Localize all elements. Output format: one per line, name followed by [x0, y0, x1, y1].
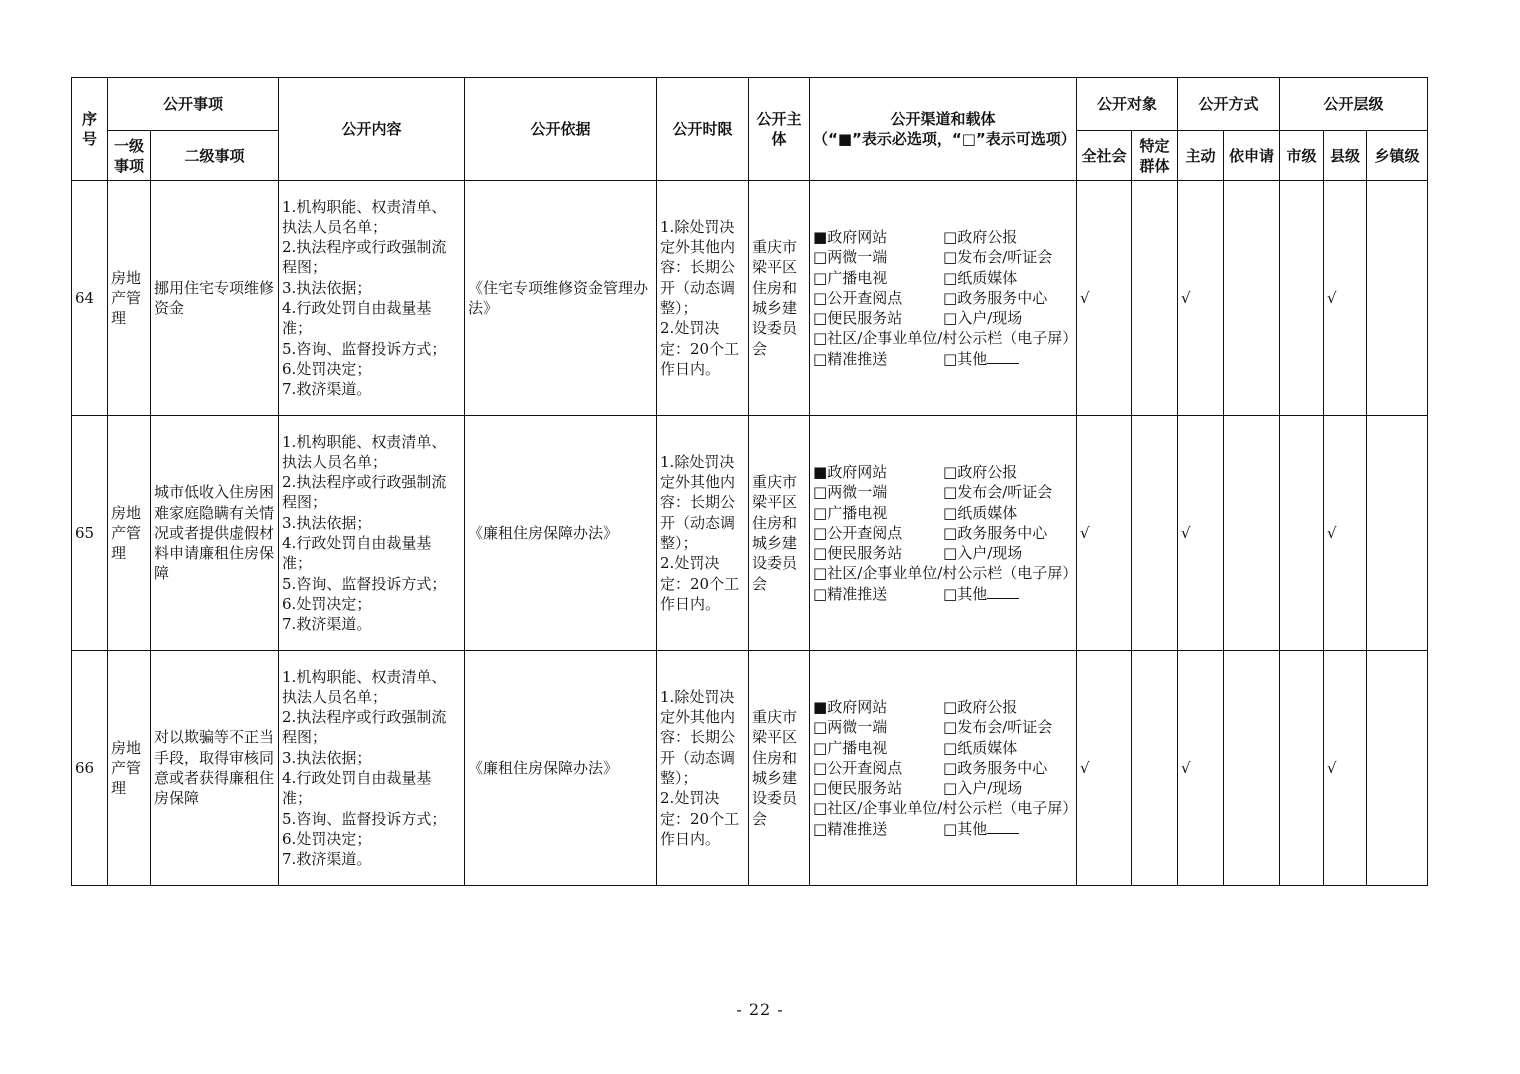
table-row — [72, 181, 1428, 416]
content-item: 6.处罚决定； — [282, 359, 372, 378]
check-level-town — [1367, 651, 1428, 886]
check-level-city — [1280, 416, 1324, 651]
check-level-town — [1367, 181, 1428, 416]
header-seq: 序号 — [72, 78, 108, 181]
check-level-county: √ — [1324, 181, 1367, 416]
header-level-city: 市级 — [1280, 131, 1324, 181]
check-level-city — [1280, 651, 1324, 886]
row-channels — [810, 181, 1077, 416]
channel-option: □纸质媒体 — [943, 503, 1018, 522]
table-row — [72, 651, 1428, 886]
channel-option: □入户/现场 — [943, 779, 1023, 798]
check-method-active: √ — [1178, 416, 1224, 651]
check-target-all: √ — [1077, 416, 1132, 651]
channel-option: ■政府网站 — [813, 697, 888, 716]
channel-option: □政务服务中心 — [943, 758, 1048, 777]
time-limit-item: 2.处罚决定：20个工作日内。 — [660, 319, 740, 378]
content-item: 7.救济渠道。 — [282, 850, 372, 869]
row-content — [279, 181, 465, 416]
blank-line — [987, 819, 1019, 834]
content-item: 2.执法程序或行政强制流程图； — [282, 473, 447, 512]
header-matter: 公开事项 — [108, 78, 279, 131]
row-basis: 《住宅专项维修资金管理办法》 — [465, 181, 657, 416]
header-target: 公开对象 — [1077, 78, 1178, 131]
header-target-all: 全社会 — [1077, 131, 1132, 181]
row-subject: 重庆市梁平区住房和城乡建设委员会 — [749, 416, 810, 651]
time-limit-item: 1.除处罚决定外其他内容：长期公开（动态调整）； — [660, 452, 736, 552]
header-level1: 一级事项 — [108, 131, 151, 181]
channel-option: □社区/企事业单位/村公示栏（电子屏） — [813, 329, 1078, 348]
header-method-apply: 依申请 — [1224, 131, 1280, 181]
channel-option: ■政府网站 — [813, 227, 888, 246]
channel-other-label: □其他 — [943, 819, 988, 838]
row-seq: 64 — [72, 181, 108, 416]
channel-option: □政务服务中心 — [943, 523, 1048, 542]
row-level2: 城市低收入住房困难家庭隐瞒有关情况或者提供虚假材料申请廉租住房保障 — [151, 416, 279, 651]
blank-line — [987, 349, 1019, 364]
row-channels — [810, 416, 1077, 651]
channel-option: □纸质媒体 — [943, 268, 1018, 287]
header-channel — [810, 78, 1077, 181]
header-level-county: 县级 — [1324, 131, 1367, 181]
channel-option: □公开查阅点 — [813, 523, 903, 542]
row-level1: 房地产管理 — [108, 181, 151, 416]
header-time-limit: 公开时限 — [657, 78, 749, 181]
blank-line — [987, 584, 1019, 599]
channel-option: □发布会/听证会 — [943, 248, 1053, 267]
row-level2: 对以欺骗等不正当手段，取得审核同意或者获得廉租住房保障 — [151, 651, 279, 886]
disclosure-table — [71, 77, 1428, 886]
content-item: 5.咨询、监督投诉方式； — [282, 574, 447, 593]
channel-option: □广播电视 — [813, 738, 888, 757]
channel-option: □公开查阅点 — [813, 288, 903, 307]
content-item: 6.处罚决定； — [282, 829, 372, 848]
channel-option: □政务服务中心 — [943, 288, 1048, 307]
row-level1: 房地产管理 — [108, 651, 151, 886]
header-channel-title: 公开渠道和载体 — [890, 110, 996, 128]
channel-option: □两微一端 — [813, 718, 888, 737]
check-method-apply — [1224, 651, 1280, 886]
row-seq: 66 — [72, 651, 108, 886]
channel-option: □政府公报 — [943, 227, 1018, 246]
check-level-county: √ — [1324, 416, 1367, 651]
content-item: 3.执法依据； — [282, 513, 372, 532]
check-target-all: √ — [1077, 651, 1132, 886]
table-row — [72, 416, 1428, 651]
row-basis: 《廉租住房保障办法》 — [465, 416, 657, 651]
channel-option: □广播电视 — [813, 503, 888, 522]
content-item: 1.机构职能、权责清单、执法人员名单； — [282, 197, 447, 236]
check-method-apply — [1224, 416, 1280, 651]
time-limit-item: 2.处罚决定：20个工作日内。 — [660, 789, 740, 848]
channel-option: □入户/现场 — [943, 544, 1023, 563]
channel-option: □政府公报 — [943, 462, 1018, 481]
content-item: 4.行政处罚自由裁量基准； — [282, 769, 432, 808]
header-basis: 公开依据 — [465, 78, 657, 181]
channel-option: □社区/企事业单位/村公示栏（电子屏） — [813, 564, 1078, 583]
header-level: 公开层级 — [1280, 78, 1428, 131]
header-level-town: 乡镇级 — [1367, 131, 1428, 181]
header-channel-note: （“■”表示必选项，“□”表示可选项） — [813, 130, 1076, 148]
content-item: 1.机构职能、权责清单、执法人员名单； — [282, 667, 447, 706]
check-target-all: √ — [1077, 181, 1132, 416]
channel-option: □精准推送 — [813, 584, 888, 603]
channel-option-other — [943, 819, 1073, 839]
time-limit-item: 2.处罚决定：20个工作日内。 — [660, 554, 740, 613]
row-subject: 重庆市梁平区住房和城乡建设委员会 — [749, 651, 810, 886]
header-subject: 公开主体 — [749, 78, 810, 181]
header-level2: 二级事项 — [151, 131, 279, 181]
channel-option: □两微一端 — [813, 248, 888, 267]
header-target-specific: 特定群体 — [1132, 131, 1178, 181]
check-method-active: √ — [1178, 181, 1224, 416]
content-item: 1.机构职能、权责清单、执法人员名单； — [282, 432, 447, 471]
content-item: 5.咨询、监督投诉方式； — [282, 339, 447, 358]
channel-option: □发布会/听证会 — [943, 718, 1053, 737]
content-item: 3.执法依据； — [282, 748, 372, 767]
content-item: 7.救济渠道。 — [282, 380, 372, 399]
row-time-limit — [657, 181, 749, 416]
row-channels — [810, 651, 1077, 886]
check-level-town — [1367, 416, 1428, 651]
check-method-apply — [1224, 181, 1280, 416]
time-limit-item: 1.除处罚决定外其他内容：长期公开（动态调整）； — [660, 687, 736, 787]
content-item: 4.行政处罚自由裁量基准； — [282, 534, 432, 573]
header-method-active: 主动 — [1178, 131, 1224, 181]
channel-option-other — [943, 584, 1073, 604]
content-item: 4.行政处罚自由裁量基准； — [282, 299, 432, 338]
time-limit-item: 1.除处罚决定外其他内容：长期公开（动态调整）； — [660, 217, 736, 317]
content-item: 6.处罚决定； — [282, 594, 372, 613]
channel-other-label: □其他 — [943, 349, 988, 368]
row-time-limit — [657, 416, 749, 651]
row-level2: 挪用住宅专项维修资金 — [151, 181, 279, 416]
page-number: - 22 - — [736, 1000, 784, 1019]
channel-option: □便民服务站 — [813, 544, 903, 563]
channel-option: □公开查阅点 — [813, 758, 903, 777]
row-seq: 65 — [72, 416, 108, 651]
content-item: 7.救济渠道。 — [282, 615, 372, 634]
row-time-limit — [657, 651, 749, 886]
channel-option: □精准推送 — [813, 819, 888, 838]
channel-option: □两微一端 — [813, 483, 888, 502]
content-item: 5.咨询、监督投诉方式； — [282, 809, 447, 828]
check-method-active: √ — [1178, 651, 1224, 886]
check-level-city — [1280, 181, 1324, 416]
channel-option: □广播电视 — [813, 268, 888, 287]
content-item: 2.执法程序或行政强制流程图； — [282, 708, 447, 747]
content-item: 2.执法程序或行政强制流程图； — [282, 238, 447, 277]
channel-option: □精准推送 — [813, 349, 888, 368]
channel-option: □便民服务站 — [813, 779, 903, 798]
channel-option: ■政府网站 — [813, 462, 888, 481]
channel-option: □发布会/听证会 — [943, 483, 1053, 502]
channel-option: □入户/现场 — [943, 309, 1023, 328]
header-method: 公开方式 — [1178, 78, 1280, 131]
check-target-specific — [1132, 181, 1178, 416]
channel-option: □政府公报 — [943, 697, 1018, 716]
channel-option: □社区/企事业单位/村公示栏（电子屏） — [813, 799, 1078, 818]
check-level-county: √ — [1324, 651, 1367, 886]
check-target-specific — [1132, 416, 1178, 651]
channel-other-label: □其他 — [943, 584, 988, 603]
channel-option: □便民服务站 — [813, 309, 903, 328]
check-target-specific — [1132, 651, 1178, 886]
row-content — [279, 416, 465, 651]
row-subject: 重庆市梁平区住房和城乡建设委员会 — [749, 181, 810, 416]
channel-option-other — [943, 349, 1073, 369]
row-level1: 房地产管理 — [108, 416, 151, 651]
channel-option: □纸质媒体 — [943, 738, 1018, 757]
header-content: 公开内容 — [279, 78, 465, 181]
content-item: 3.执法依据； — [282, 278, 372, 297]
row-basis: 《廉租住房保障办法》 — [465, 651, 657, 886]
row-content — [279, 651, 465, 886]
